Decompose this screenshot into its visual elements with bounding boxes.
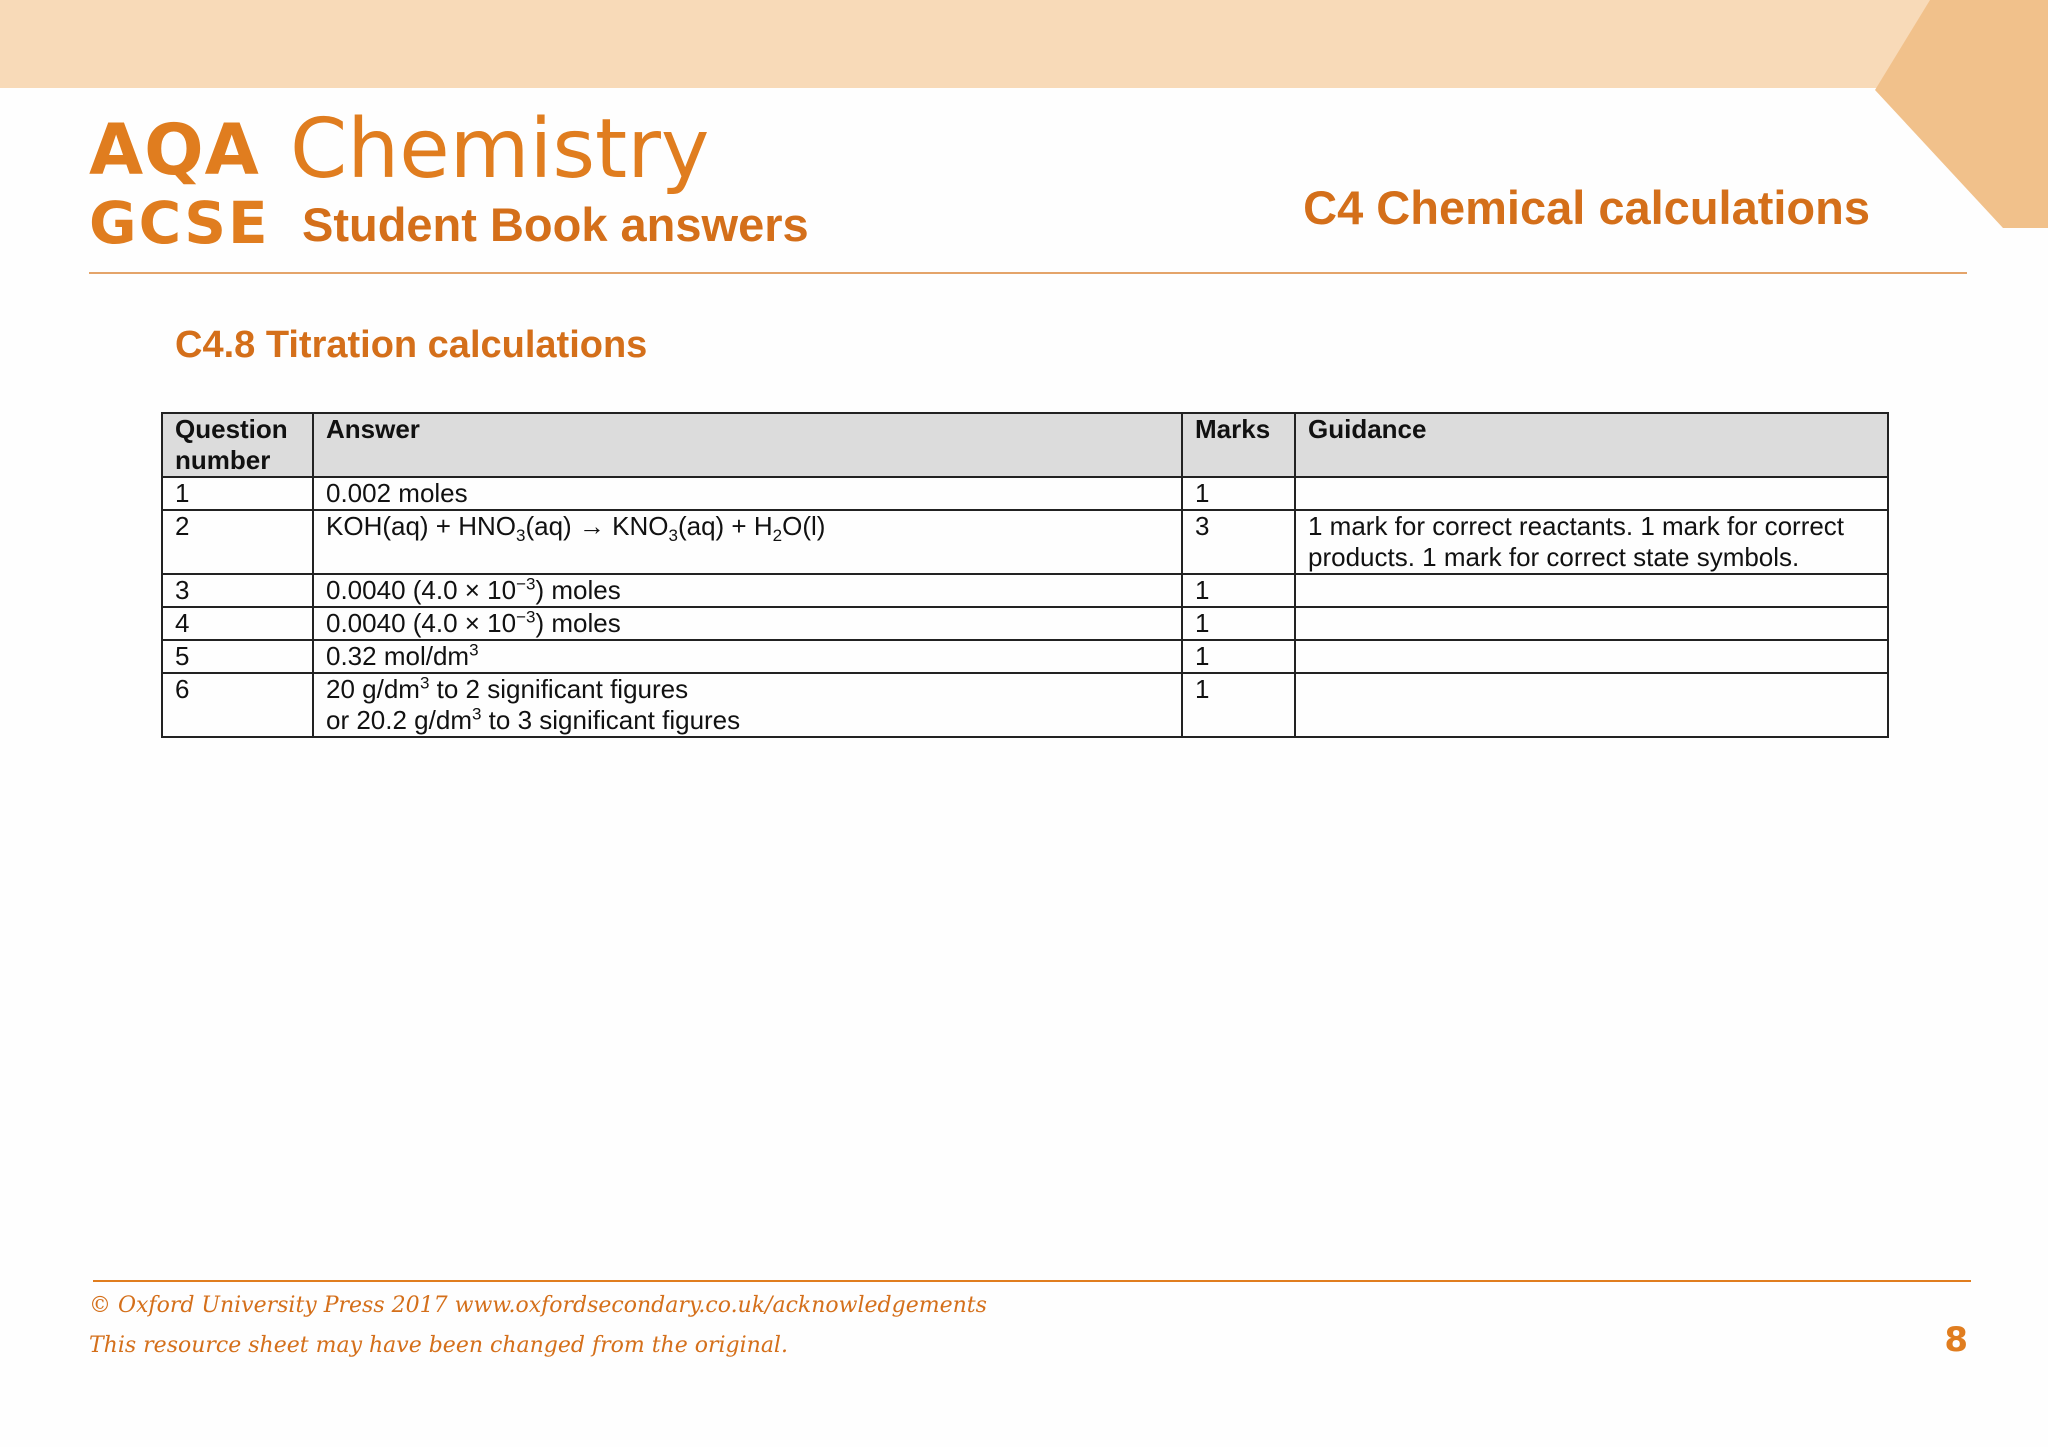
answer-cell: $KOH(aq) + HNO_3(aq) \to KNO_3(aq) + H_2O(l)$ [313,510,1182,574]
marks-cell: 1 [1182,640,1295,673]
answer-cell: 0.32 mol/$dm^3$ [313,640,1182,673]
table-row [162,574,1888,607]
guidance-cell: 1 mark for correct reactants. 1 mark for correct products. 1 mark for correct state symbols. [1295,510,1888,574]
guidance-cell [1295,673,1888,737]
marks-cell: 1 [1182,574,1295,607]
header-band [0,0,2048,88]
header-guidance: Guidance [1295,413,1888,477]
table-row [162,640,1888,673]
guidance-cell [1295,574,1888,607]
question-cell: 1 [162,477,313,510]
header-question-number: Question number [162,413,313,477]
question-cell: 4 [162,607,313,640]
section-title: C4.8 Titration calculations [175,324,648,366]
table-row [162,673,1888,737]
footer-disclaimer: This resource sheet may have been changed from the original. [89,1333,788,1358]
answer-cell: 20 $g/dm^3$ to 2 significant figures or 20.2 $g/dm^3$ to 3 significant figures [313,673,1182,737]
marks-cell: 1 [1182,477,1295,510]
brand-aqa-logo: AQA [89,109,260,191]
guidance-cell [1295,607,1888,640]
question-cell: 2 [162,510,313,574]
marks-cell: 3 [1182,510,1295,574]
table-header-row [162,413,1888,477]
question-cell: 3 [162,574,313,607]
table-row [162,477,1888,510]
brand-gcse-logo: GCSE [89,189,270,257]
header-divider [89,272,1967,274]
marks-cell: 1 [1182,673,1295,737]
footer-divider [93,1280,1971,1282]
header-answer: Answer [313,413,1182,477]
table-row [162,510,1888,574]
brand-chemistry-logo: Chemistry [290,102,710,197]
question-cell: 5 [162,640,313,673]
brand-subtitle: Student Book answers [302,198,809,251]
marks-cell: 1 [1182,607,1295,640]
answers-table [161,412,1889,738]
guidance-cell [1295,640,1888,673]
guidance-cell [1295,477,1888,510]
page-number: 8 [1944,1320,1968,1360]
chapter-title: C4 Chemical calculations [1303,181,1870,234]
question-cell: 6 [162,673,313,737]
footer-copyright: © Oxford University Press 2017 www.oxfordsecondary.co.uk/acknowledgements [89,1293,987,1318]
answer-cell: 0.0040 $(4.0 \times 10^{-3})$ moles [313,574,1182,607]
header-marks: Marks [1182,413,1295,477]
answer-cell: 0.002 moles [313,477,1182,510]
answer-cell: 0.0040 $(4.0 \times 10^{-3})$ moles [313,607,1182,640]
table-row [162,607,1888,640]
